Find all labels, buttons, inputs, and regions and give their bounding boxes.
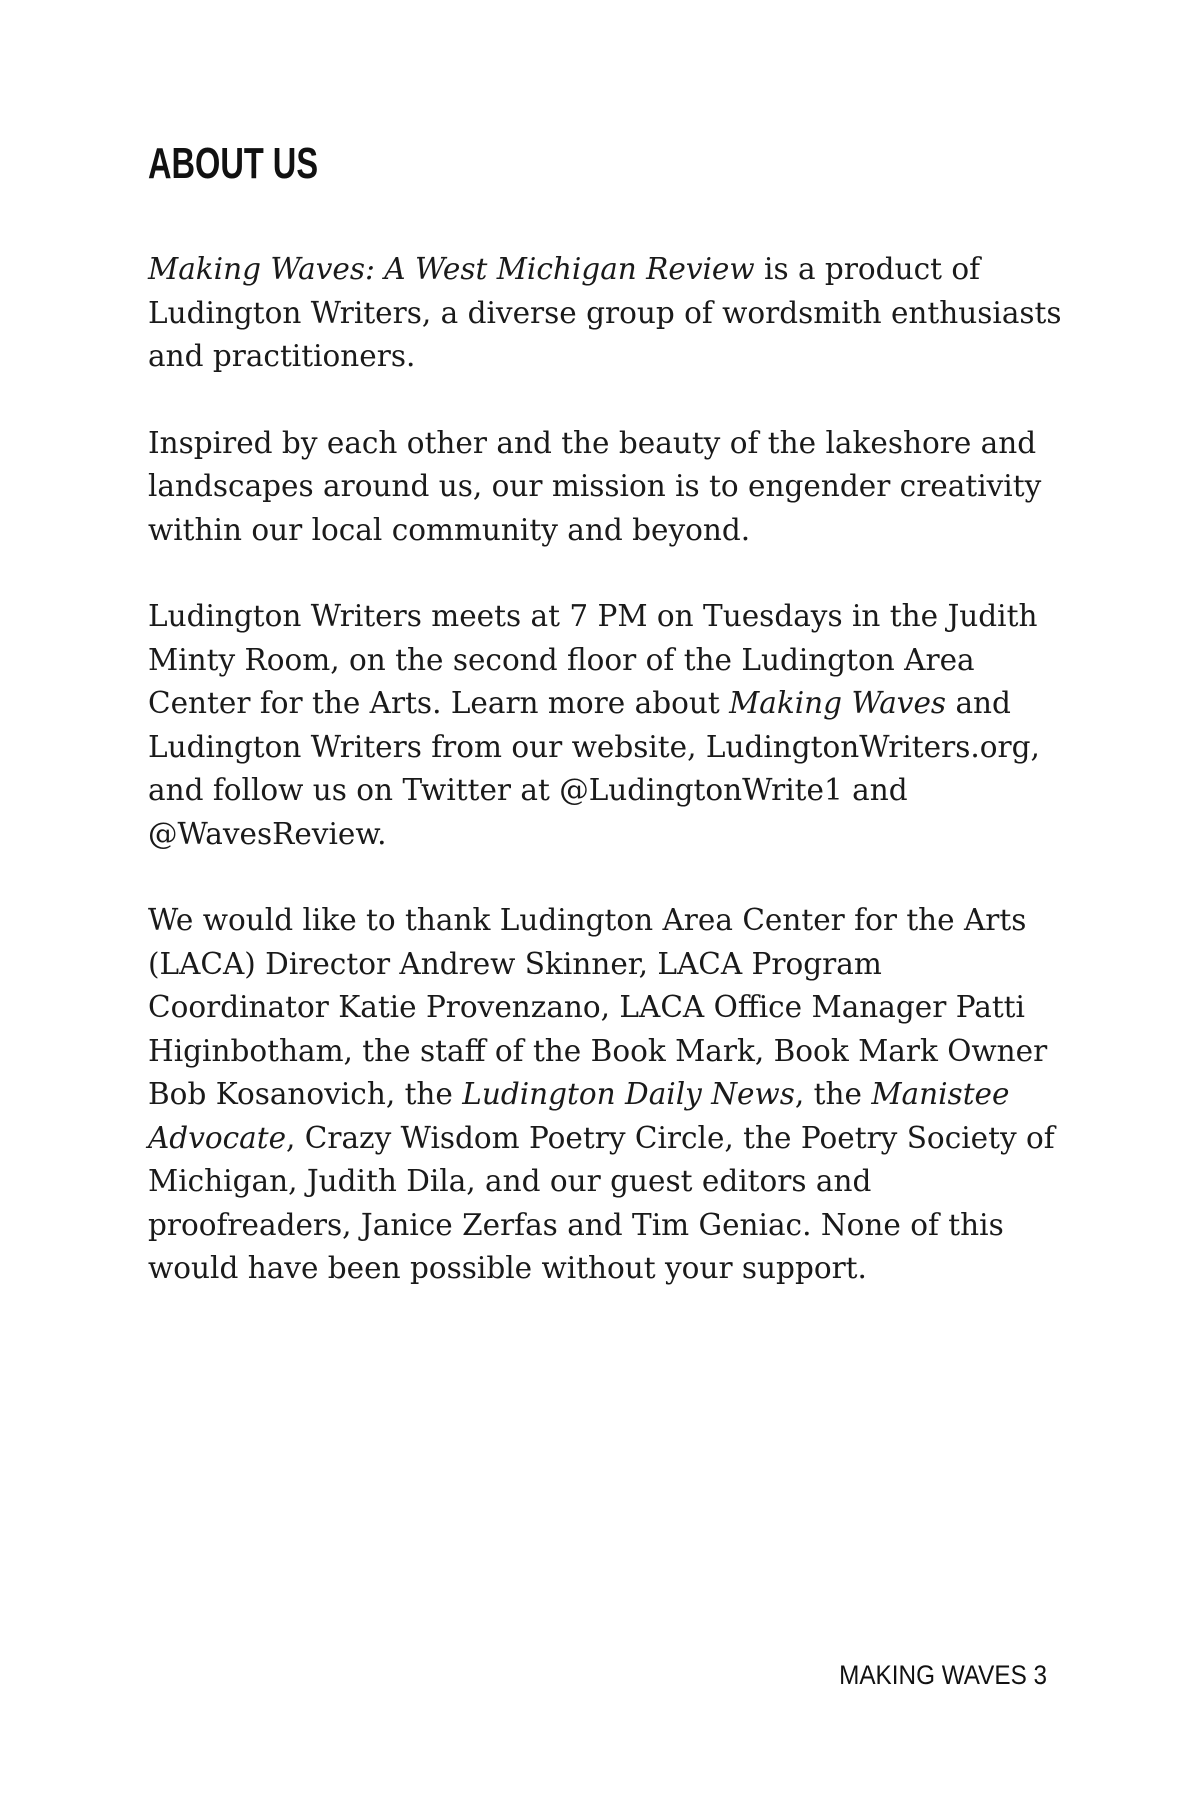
body-text-run: Ludington Writers, a diverse group of wordsmith enthusiasts <box>148 295 1062 330</box>
paragraph <box>148 422 1068 553</box>
text-line <box>148 682 1068 726</box>
paragraph <box>148 899 1068 1291</box>
body-text-run: , the <box>794 1077 872 1111</box>
text-line <box>148 639 1068 683</box>
body-text-run: @WavesReview. <box>148 816 387 851</box>
body-text-run: Coordinator Katie Provenzano, LACA Office Manager Patti <box>148 990 1025 1024</box>
text-line <box>148 292 1068 336</box>
italic-title-text: Making Waves: A West Michigan Review <box>148 252 755 286</box>
text-line <box>148 595 1068 639</box>
text-line <box>148 465 1068 509</box>
body-text-run: Higinbotham, the staff of the Book Mark, Book Mark Owner <box>148 1033 1048 1068</box>
italic-title-text: Making Waves <box>729 686 947 720</box>
body-text-run: Ludington Writers meets at 7 PM on Tuesdays in the Judith <box>148 599 1038 633</box>
body-text-run: Michigan, Judith Dila, and our guest editors and <box>148 1164 872 1198</box>
body-text-run: would have been possible without your support. <box>148 1251 867 1285</box>
text-line <box>148 1204 1068 1248</box>
text-line <box>148 1073 1068 1117</box>
body-text-run: , Crazy Wisdom Poetry Circle, the Poetry Society of <box>286 1120 1055 1155</box>
text-line <box>148 726 1068 770</box>
body-text-run: We would like to thank Ludington Area Center for the Arts <box>148 903 1027 937</box>
body-text-run: Bob Kosanovich, the <box>148 1077 463 1111</box>
body-text-run: (LACA) Director Andrew Skinner, LACA Program <box>148 946 882 981</box>
text-line <box>148 335 1068 379</box>
text-line <box>148 1117 1068 1161</box>
italic-title-text: Manistee <box>871 1077 1010 1111</box>
text-line <box>148 769 1068 813</box>
body-text-run: Minty Room, on the second floor of the Ludington Area <box>148 642 975 677</box>
page-heading: ABOUT US <box>148 139 319 188</box>
paragraph <box>148 248 1068 379</box>
italic-title-text: Advocate <box>148 1120 287 1155</box>
text-line <box>148 813 1068 857</box>
body-text-run: is a product of <box>754 252 980 286</box>
body-text-run: landscapes around us, our mission is to engender creativity <box>148 469 1042 503</box>
text-line <box>148 422 1068 466</box>
text-line <box>148 1030 1068 1074</box>
paragraph <box>148 595 1068 856</box>
about-body <box>148 248 1068 1334</box>
text-line <box>148 943 1068 987</box>
body-text-run: Inspired by each other and the beauty of the lakeshore and <box>148 425 1037 460</box>
body-text-run: Ludington Writers from our website, LudingtonWriters.org, <box>148 729 1040 764</box>
text-line <box>148 899 1068 943</box>
body-text-run: proofreaders, Janice Zerfas and Tim Geniac. None of this <box>148 1207 1004 1242</box>
text-line <box>148 248 1068 292</box>
italic-title-text: Ludington Daily News <box>462 1077 795 1111</box>
text-line <box>148 1247 1068 1291</box>
page-footer: MAKING WAVES 3 <box>839 1660 1047 1690</box>
text-line <box>148 509 1068 553</box>
body-text-run: within our local community and beyond. <box>148 512 751 547</box>
body-text-run: Center for the Arts. Learn more about <box>148 686 730 720</box>
body-text-run: and practitioners. <box>148 339 416 373</box>
body-text-run: and follow us on Twitter at @LudingtonWrite1 and <box>148 773 908 807</box>
text-line <box>148 1160 1068 1204</box>
text-line <box>148 986 1068 1030</box>
body-text-run: and <box>946 686 1011 720</box>
